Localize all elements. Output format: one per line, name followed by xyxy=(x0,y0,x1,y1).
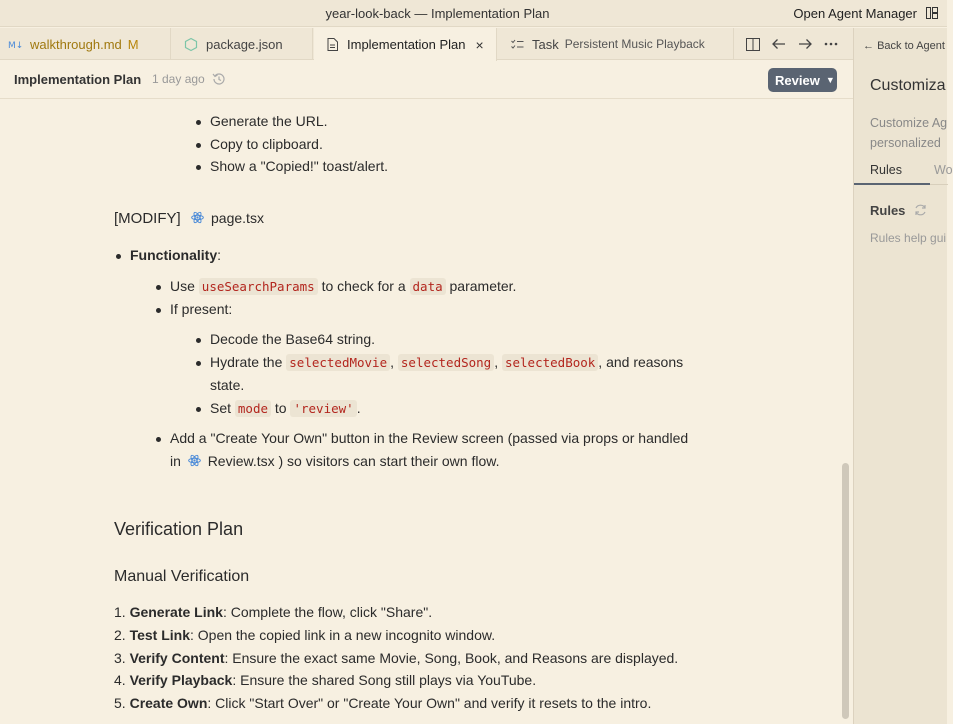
open-agent-manager-link[interactable]: Open Agent Manager xyxy=(793,6,917,21)
tab-walkthrough[interactable] xyxy=(0,28,171,60)
rules-section-title xyxy=(870,203,927,218)
chevron-down-icon: ▼ xyxy=(825,75,835,85)
tab-sublabel: Persistent Music Playback xyxy=(564,37,705,51)
panel-tabs xyxy=(854,161,953,185)
tab-label: Task xyxy=(532,36,559,52)
list-item: Add a "Create Your Own" button in the Review screen (passed via props or handled xyxy=(170,430,689,446)
panel-description xyxy=(870,113,947,153)
review-button[interactable] xyxy=(768,68,837,92)
step-text: : Ensure the shared Song still plays via YouTube. xyxy=(232,672,537,688)
text: in xyxy=(170,453,181,469)
window-title: year-look-back — Implementation Plan xyxy=(325,6,550,21)
tab-workflows[interactable]: Wo xyxy=(934,163,953,177)
inline-code: data xyxy=(410,278,446,295)
more-icon[interactable] xyxy=(823,36,839,52)
svg-text:M↓: M↓ xyxy=(8,41,24,51)
refresh-icon[interactable] xyxy=(914,204,927,216)
editor-tab-bar xyxy=(0,28,853,60)
functionality-label: Functionality xyxy=(130,247,218,263)
rules-help-text: Rules help gui xyxy=(870,231,947,245)
step-title: Verify Content xyxy=(129,650,225,666)
step-title: Generate Link xyxy=(129,604,223,620)
step-text: : Complete the flow, click "Share". xyxy=(222,604,433,620)
tab-label: walkthrough.md xyxy=(30,36,122,52)
back-to-agent-link[interactable] xyxy=(863,40,945,52)
document-icon xyxy=(325,38,339,52)
list-item: Generate the URL. xyxy=(210,113,328,129)
tab-package-json[interactable] xyxy=(172,28,313,60)
inline-code: 'review' xyxy=(290,400,356,417)
modified-badge: M xyxy=(127,36,139,52)
text: ) so visitors can start their own flow. xyxy=(278,453,500,469)
history-icon[interactable] xyxy=(212,72,226,86)
close-icon[interactable]: × xyxy=(475,36,484,53)
step-number: 2. xyxy=(114,627,126,643)
list-item xyxy=(114,695,651,711)
inline-code: selectedSong xyxy=(398,354,494,371)
tab-implementation-plan[interactable] xyxy=(314,28,497,61)
text: Hydrate the xyxy=(210,354,283,370)
arrow-right-icon[interactable] xyxy=(797,36,813,52)
text: , and reasons xyxy=(598,354,684,370)
step-number: 3. xyxy=(114,650,126,666)
step-title: Verify Playback xyxy=(129,672,233,688)
step-title: Test Link xyxy=(129,627,190,643)
inline-code: selectedMovie xyxy=(286,354,390,371)
step-text: : Click "Start Over" or "Create Your Own" and verify it resets to the intro. xyxy=(207,695,652,711)
list-item xyxy=(114,650,678,666)
react-icon xyxy=(191,211,204,224)
step-title: Create Own xyxy=(129,695,208,711)
text: . xyxy=(356,400,361,416)
desc-line: personalized xyxy=(870,136,941,150)
active-tab-indicator xyxy=(854,183,930,185)
scrollbar[interactable] xyxy=(842,463,849,719)
document-timestamp: 1 day ago xyxy=(152,72,205,86)
section-label: Rules xyxy=(870,203,906,218)
list-item: If present: xyxy=(170,301,233,317)
customization-panel xyxy=(853,28,953,724)
checklist-icon xyxy=(510,37,524,51)
modify-tag: [MODIFY] xyxy=(114,210,181,227)
step-number: 1. xyxy=(114,604,126,620)
text: parameter. xyxy=(449,278,517,294)
verification-heading: Verification Plan xyxy=(114,519,244,539)
tab-label: package.json xyxy=(206,36,283,52)
editor-actions xyxy=(745,28,853,60)
tab-task[interactable] xyxy=(498,28,734,60)
react-icon xyxy=(188,454,201,467)
list-item xyxy=(130,247,221,263)
inline-code: mode xyxy=(235,400,271,417)
file-link[interactable]: page.tsx xyxy=(211,210,264,226)
list-item xyxy=(210,400,361,416)
text: Set xyxy=(210,400,232,416)
markdown-icon xyxy=(8,37,22,51)
arrow-left-icon: ← xyxy=(863,40,878,52)
list-item: Decode the Base64 string. xyxy=(210,331,375,347)
text: Use xyxy=(170,278,195,294)
document-title: Implementation Plan xyxy=(14,72,142,87)
inline-code: selectedBook xyxy=(502,354,598,371)
split-editor-icon[interactable] xyxy=(745,36,761,52)
desc-line: Customize Ag xyxy=(870,116,948,130)
arrow-left-icon[interactable] xyxy=(771,36,787,52)
list-item xyxy=(170,278,516,294)
list-item-continuation xyxy=(170,453,499,469)
manual-verification-heading: Manual Verification xyxy=(114,568,250,585)
step-number: 4. xyxy=(114,672,126,688)
list-item-continuation: state. xyxy=(210,377,245,393)
list-item: Show a "Copied!" toast/alert. xyxy=(210,158,389,174)
text: , xyxy=(390,354,394,370)
modify-heading xyxy=(114,210,264,227)
text: to xyxy=(274,400,287,416)
list-item xyxy=(114,672,536,688)
nodejs-icon xyxy=(184,37,198,51)
list-item xyxy=(210,354,683,370)
plan-content xyxy=(0,100,840,724)
list-item xyxy=(114,627,495,643)
inline-code: useSearchParams xyxy=(199,278,318,295)
panel-title: Customiza xyxy=(870,77,946,94)
review-button-label: Review xyxy=(775,72,820,88)
list-item xyxy=(114,604,432,620)
layout-icon[interactable] xyxy=(926,7,938,19)
tab-rules[interactable]: Rules xyxy=(870,163,902,177)
title-bar xyxy=(0,0,947,27)
colon: : xyxy=(217,247,222,263)
text: , xyxy=(494,354,499,370)
step-text: : Ensure the exact same Movie, Song, Book, and Reasons are displayed. xyxy=(224,650,679,666)
file-link[interactable]: Review.tsx xyxy=(207,453,275,469)
back-label: Back to Agent xyxy=(877,40,945,52)
step-text: : Open the copied link in a new incognito window. xyxy=(190,627,496,643)
document-header xyxy=(0,61,853,99)
step-number: 5. xyxy=(114,695,126,711)
text: to check for a xyxy=(321,278,406,294)
list-item: Copy to clipboard. xyxy=(210,136,323,152)
tab-label: Implementation Plan xyxy=(347,37,466,52)
